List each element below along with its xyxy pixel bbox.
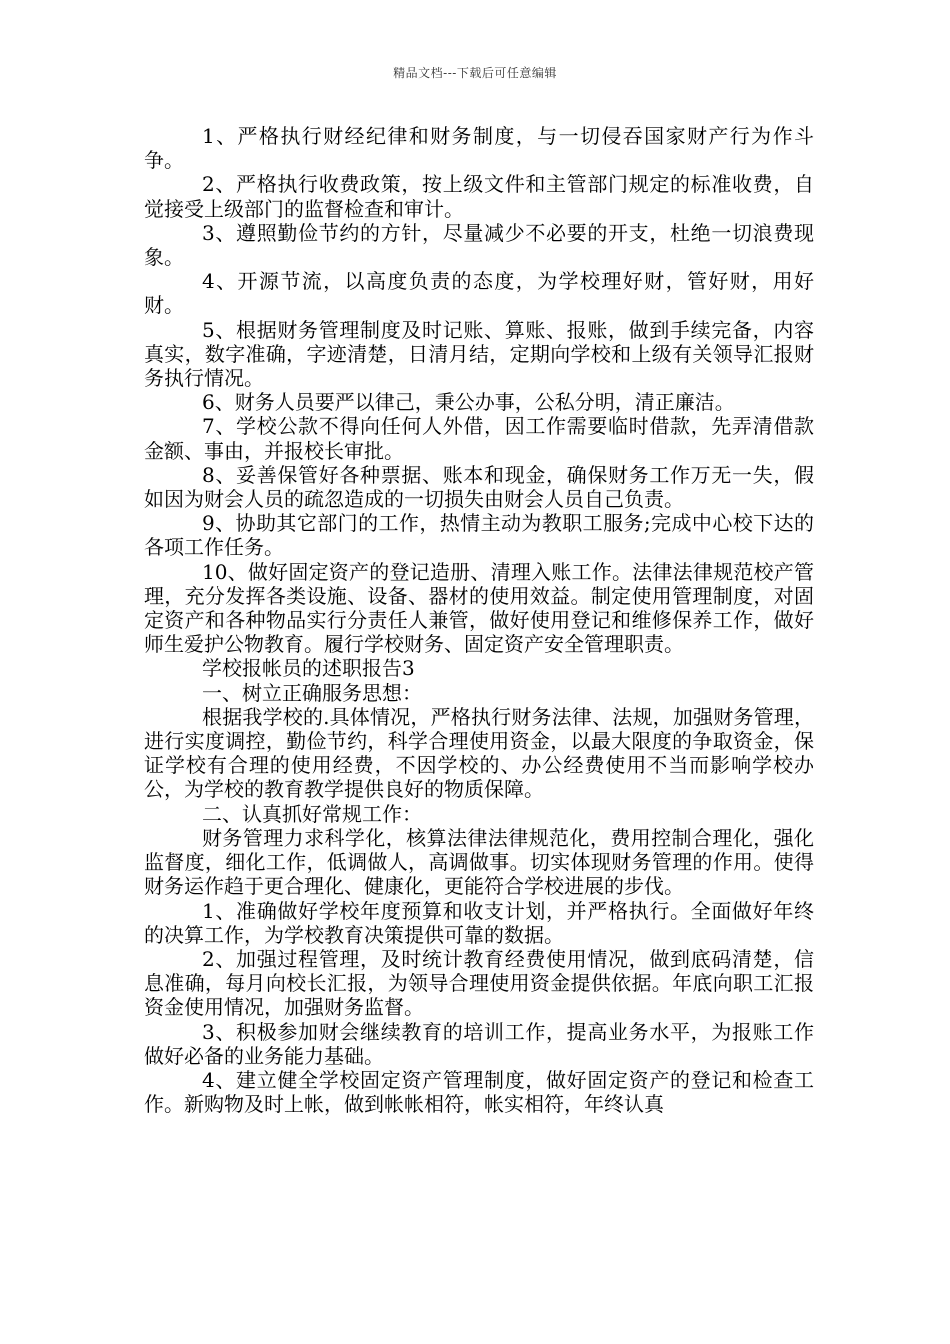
paragraph-8: 8、妥善保管好各种票据、账本和现金，确保财务工作万无一失，假如因为财会人员的疏忽造成的一切损失由财会人员自己负责。 [144,462,814,512]
paragraph-18: 3、积极参加财会继续教育的培训工作，提高业务水平，为报账工作做好必备的业务能力基础。 [144,1019,814,1068]
paragraph-3: 3、遵照勤俭节约的方针，尽量减少不必要的开支，杜绝一切浪费现象。 [144,220,814,270]
paragraph-16: 1、准确做好学校年度预算和收支计划，并严格执行。全面做好年终的决算工作，为学校教育决策提供可靠的数据。 [144,898,814,947]
document-body [144,124,814,1116]
page-header: 精品文档---下载后可任意编辑 [393,66,557,80]
paragraph-2: 2、严格执行收费政策，按上级文件和主管部门规定的标准收费，自觉接受上级部门的监督检查和审计。 [144,172,814,221]
paragraph-17: 2、加强过程管理，及时统计教育经费使用情况，做到底码清楚，信息准确，每月向校长汇报，为领导合理使用资金提供依据。年底向职工汇报资金使用情况，加强财务监督。 [144,946,814,1020]
paragraph-15: 财务管理力求科学化，核算法律法律规范化，费用控制合理化，强化监督度，细化工作，低调做人，高调做事。切实体现财务管理的作用。使得财务运作趋于更合理化、健康化，更能符合学校进展的步伐。 [144,825,814,899]
paragraph-5: 5、根据财务管理制度及时记账、算账、报账，做到手续完备，内容真实，数字准确，字迹清楚，日清月结，定期向学校和上级有关领导汇报财务执行情况。 [144,317,814,391]
section-heading-2: 二、认真抓好常规工作： [202,801,422,826]
paragraph-13: 根据我学校的.具体情况，严格执行财务法律、法规，加强财务管理，进行实度调控，勤俭节约，科学合理使用资金，以最大限度的争取资金，保证学校有合理的使用经费，不因学校的、办公经费使用不当而影响学校办公，为学校的教育教学提供良好的物质保障。 [144,704,814,802]
paragraph-1: 1、严格执行财经纪律和财务制度，与一切侵吞国家财产行为作斗争。 [144,124,814,173]
section-title: 学校报帐员的述职报告3 [202,656,415,681]
paragraph-19: 4、建立健全学校固定资产管理制度，做好固定资产的登记和检查工作。新购物及时上帐，做到帐帐相符，帐实相符，年终认真 [144,1067,814,1117]
paragraph-9: 9、协助其它部门的工作，热情主动为教职工服务;完成中心校下达的各项工作任务。 [144,511,814,560]
paragraph-7: 7、学校公款不得向任何人外借，因工作需要临时借款，先弄清借款金额、事由，并报校长审批。 [144,414,814,463]
section-heading-1: 一、树立正确服务思想： [202,680,422,705]
paragraph-6: 6、财务人员要严以律己，秉公办事，公私分明，清正廉洁。 [202,390,735,415]
paragraph-10: 10、做好固定资产的登记造册、清理入账工作。法律法律规范校产管理，充分发挥各类设施、设备、器材的使用效益。制定使用管理制度，对固定资产和各种物品实行分责任人兼管，做好使用登记和维修保养工作，做好师生爱护公物教育。履行学校财务、固定资产安全管理职责。 [144,559,814,657]
paragraph-4: 4、开源节流，以高度负责的态度，为学校理好财，管好财，用好财。 [144,269,814,318]
